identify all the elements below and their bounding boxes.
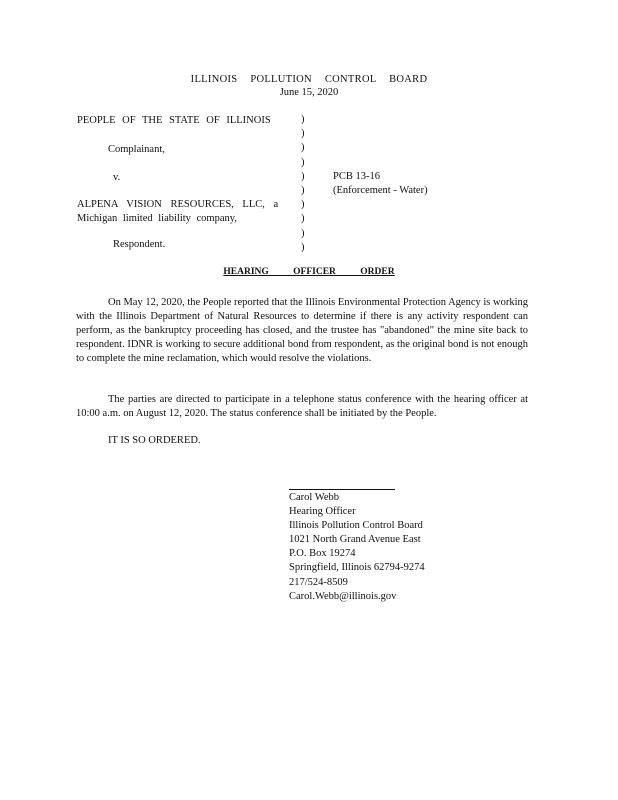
signer-organization: Illinois Pollution Control Board [289, 520, 423, 532]
signer-po-box: P.O. Box 19274 [289, 548, 356, 560]
signer-street: 1021 North Grand Avenue East [289, 534, 421, 546]
signer-phone: 217/524-8509 [289, 576, 348, 588]
signature-line [289, 489, 395, 490]
signer-city: Springfield, Illinois 62794-9274 [289, 562, 425, 574]
complainant-party: PEOPLE OF THE STATE OF ILLINOIS [77, 115, 271, 126]
caption-parentheses: ) ) ) ) ) ) ) ) ) ) [301, 114, 305, 253]
respondent-party-line2: Michigan limited liability company, [77, 213, 237, 224]
respondent-label: Respondent. [113, 239, 166, 250]
case-number: PCB 13-16 [333, 171, 380, 182]
board-name: ILLINOIS POLLUTION CONTROL BOARD [190, 74, 428, 85]
signer-email: Carol.Webb@illinois.gov [289, 590, 397, 602]
versus-label: v. [113, 172, 121, 183]
order-paragraph-2: The parties are directed to participate in a telephone status conference with the hearing officer at 10:00 a.m. on August 12, 2020. The status conference shall be initiated by the People. [76, 394, 528, 419]
respondent-party-line1: ALPENA VISION RESOURCES, LLC, a [77, 199, 279, 210]
case-type: (Enforcement - Water) [333, 185, 428, 196]
signature-block [289, 491, 425, 604]
order-date: June 15, 2020 [279, 87, 339, 98]
complainant-label: Complainant, [108, 144, 165, 155]
order-paragraph-1: On May 12, 2020, the People reported that the Illinois Environmental Protection Agency is working with the Illinois Department of Natural Resources to determine if there is any activity respondent can perform, as the bankruptcy proceeding has closed, and the trustee has "abandoned" the mine site back to respondent. IDNR is working to secure additional bond from respondent, as the original bond is not enough to complete the mine reclamation, which would resolve the violations. [76, 297, 529, 364]
signer-name: Carol Webb [289, 492, 339, 503]
signer-title: Hearing Officer [289, 506, 356, 518]
order-heading: HEARING OFFICER ORDER [223, 267, 395, 277]
closing-statement: IT IS SO ORDERED. [108, 435, 201, 446]
